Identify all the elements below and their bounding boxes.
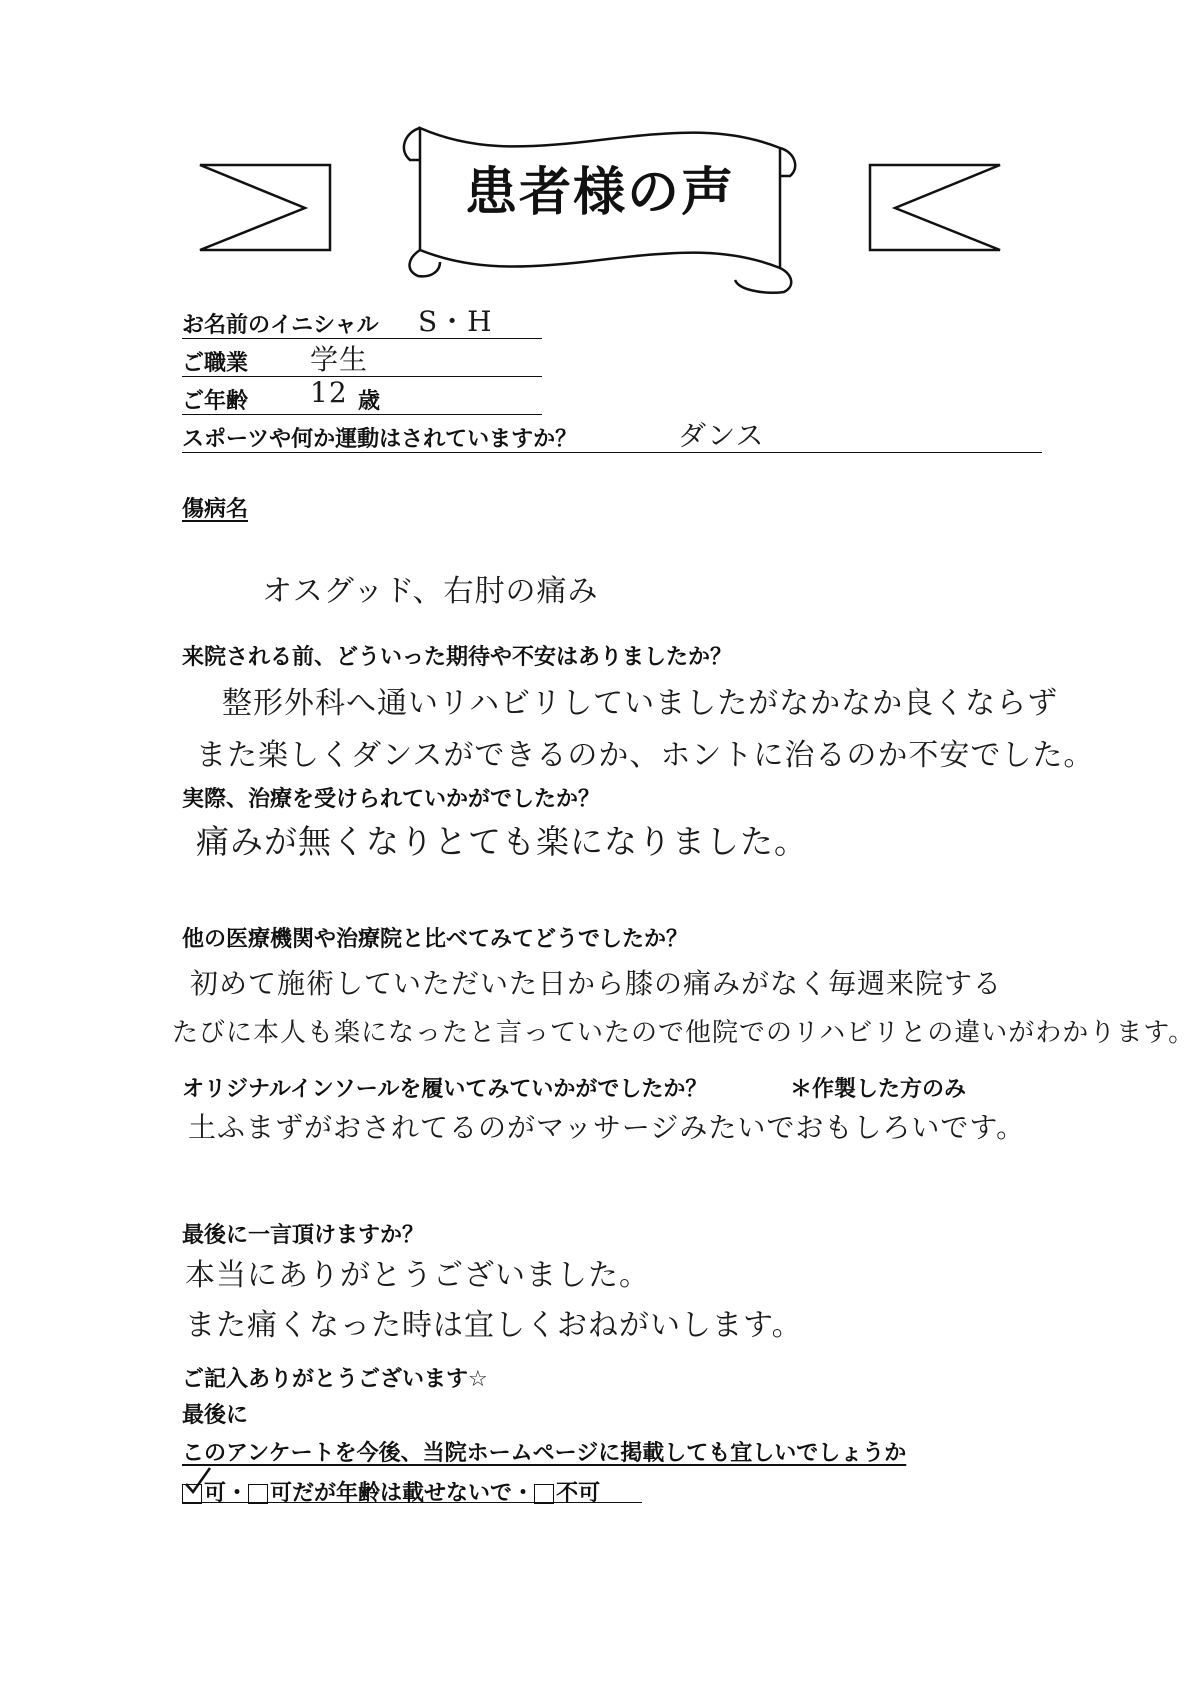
page-title: 患者様の声 xyxy=(464,163,735,223)
thanks-text: ご記入ありがとうございます☆ xyxy=(182,1367,488,1392)
injury-value: オスグッド、右肘の痛み xyxy=(262,574,599,609)
before-visit-answer-line2: また楽しくダンスができるのか、ホントに治るのか不安でした。 xyxy=(196,738,1095,773)
comparison-question: 他の医療機関や治療院と比べてみてどうでしたか？ xyxy=(182,927,689,952)
injury-label: 傷病名 xyxy=(182,497,249,522)
options-underline xyxy=(182,1502,642,1503)
sport-underline xyxy=(182,452,1042,453)
age-unit: 歳 xyxy=(358,389,381,414)
sport-label: スポーツや何か運動はされていますか？ xyxy=(182,427,578,452)
occupation-label: ご職業 xyxy=(182,351,249,376)
insole-question: オリジナルインソールを履いてみていかがでしたか？ xyxy=(182,1077,708,1102)
initial-label: お名前のイニシャル xyxy=(182,313,379,338)
final-word-answer-line1: 本当にありがとうございました。 xyxy=(185,1258,650,1293)
check-mark-icon xyxy=(182,1466,212,1496)
occupation-value: 学生 xyxy=(310,343,369,376)
before-visit-question: 来院される前、どういった期待や不安はありましたか？ xyxy=(182,645,733,670)
consent-question: このアンケートを今後、当院ホームページに掲載しても宜しいでしょうか xyxy=(182,1441,907,1466)
checkbox-no[interactable] xyxy=(534,1484,554,1504)
comparison-answer-line1: 初めて施術していただいた日から膝の痛みがなく毎週来院する xyxy=(190,967,1003,1000)
insole-answer: 土ふまずがおされてるのがマッサージみたいでおもしろいです。 xyxy=(188,1111,1026,1144)
age-value: 12 xyxy=(310,376,348,409)
last-label: 最後に xyxy=(182,1403,249,1428)
final-word-question: 最後に一言頂けますか？ xyxy=(182,1223,425,1248)
option-separator-1: ・ xyxy=(226,1481,249,1506)
comparison-answer-line2: たびに本人も楽になったと言っていたので他院でのリハビリとの違いがわかります。 xyxy=(172,1018,1196,1048)
initial-value: S・H xyxy=(418,305,493,338)
before-visit-answer-line1: 整形外科へ通いリハビリしていましたがなかなか良くならず xyxy=(222,686,1059,721)
treatment-question: 実際、治療を受けられていかがでしたか？ xyxy=(182,787,601,812)
option-no-label: 不可 xyxy=(556,1481,601,1506)
option-separator-2: ・ xyxy=(512,1481,535,1506)
treatment-answer: 痛みが無くなりとても楽になりました。 xyxy=(196,822,808,861)
age-underline xyxy=(182,414,542,415)
checkbox-yes-no-age[interactable] xyxy=(248,1484,268,1504)
occupation-underline xyxy=(182,376,542,377)
age-label: ご年齢 xyxy=(182,389,249,414)
option-no-age-label: 可だが年齢は載せないで xyxy=(270,1481,513,1506)
sport-value: ダンス xyxy=(678,419,765,452)
option-yes-label: 可 xyxy=(204,1481,227,1506)
final-word-answer-line2: また痛くなった時は宜しくおねがいします。 xyxy=(185,1308,803,1343)
insole-note: ＊作製した方のみ xyxy=(790,1077,967,1102)
